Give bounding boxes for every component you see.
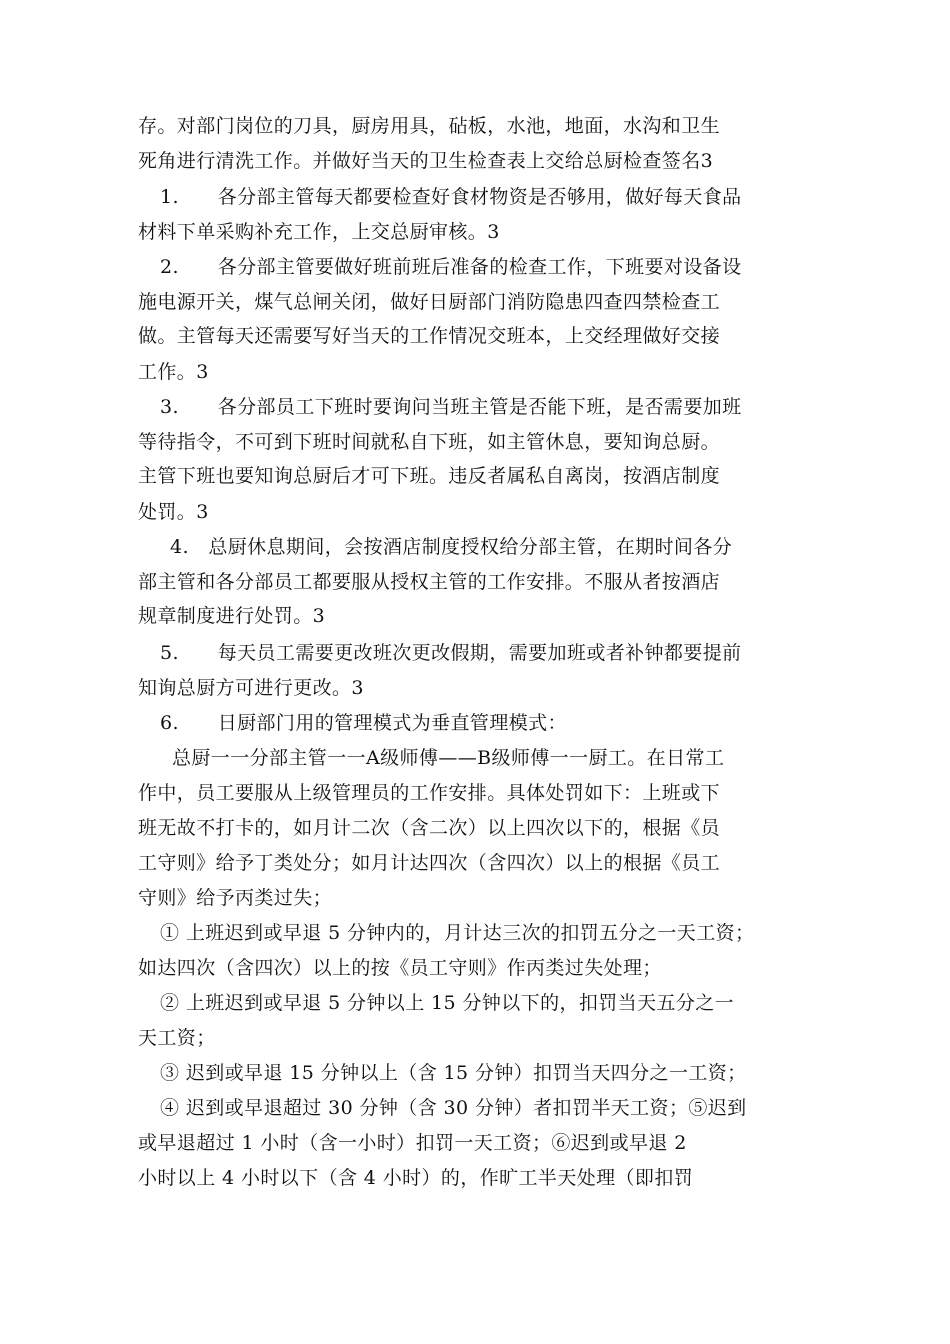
text-line: 工守则》给予丁类处分；如月计达四次（含四次）以上的根据《员工 bbox=[138, 852, 721, 874]
list-item-2: 2. 各分部主管要做好班前班后准备的检查工作，下班要对设备设 bbox=[160, 256, 742, 278]
text-line: 班无故不打卡的，如月计二次（含二次）以上四次以下的，根据《员 bbox=[138, 817, 721, 839]
text-line: 天工资； bbox=[138, 1027, 216, 1049]
text-line: 小时以上 4 小时以下（含 4 小时）的，作旷工半天处理（即扣罚 bbox=[138, 1167, 694, 1189]
text-line: 死角进行清洗工作。并做好当天的卫生检查表上交给总厨检查签名3 bbox=[138, 150, 714, 172]
rule-item-1: ① 上班迟到或早退 5 分钟内的，月计达三次的扣罚五分之一天工资； bbox=[160, 922, 755, 944]
text-line: 作中，员工要服从上级管理员的工作安排。具体处罚如下：上班或下 bbox=[138, 782, 721, 804]
text-line: 等待指令，不可到下班时间就私自下班，如主管休息，要知询总厨。 bbox=[138, 431, 721, 453]
text-line: 守则》给予丙类过失； bbox=[138, 887, 333, 909]
text-line: 存。对部门岗位的刀具，厨房用具，砧板，水池，地面，水沟和卫生 bbox=[138, 115, 721, 137]
rule-item-2: ② 上班迟到或早退 5 分钟以上 15 分钟以下的，扣罚当天五分之一 bbox=[160, 992, 735, 1014]
text-line: 施电源开关，煤气总闸关闭，做好日厨部门消防隐患四查四禁检查工 bbox=[138, 291, 721, 313]
text-line: 知询总厨方可进行更改。3 bbox=[138, 677, 364, 699]
text-line: 处罚。3 bbox=[138, 501, 209, 523]
text-line: 或早退超过 1 小时（含一小时）扣罚一天工资；⑥迟到或早退 2 bbox=[138, 1132, 687, 1154]
text-line: 部主管和各分部员工都要服从授权主管的工作安排。不服从者按酒店 bbox=[138, 571, 721, 593]
text-line: 总厨一一分部主管一一A级师傅——B级师傅一一厨工。在日常工 bbox=[172, 747, 725, 769]
rule-item-3: ③ 迟到或早退 15 分钟以上（含 15 分钟）扣罚当天四分之一工资； bbox=[160, 1062, 747, 1084]
list-item-4: 4. 总厨休息期间，会按酒店制度授权给分部主管，在期时间各分 bbox=[170, 536, 733, 558]
text-line: 如达四次（含四次）以上的按《员工守则》作丙类过失处理； bbox=[138, 957, 662, 979]
text-line: 做。主管每天还需要写好当天的工作情况交班本，上交经理做好交接 bbox=[138, 325, 721, 347]
list-item-5: 5. 每天员工需要更改班次更改假期，需要加班或者补钟都要提前 bbox=[160, 642, 742, 664]
list-item-6: 6. 日厨部门用的管理模式为垂直管理模式： bbox=[160, 712, 567, 734]
text-line: 规章制度进行处罚。3 bbox=[138, 605, 326, 627]
list-item-1: 1. 各分部主管每天都要检查好食材物资是否够用，做好每天食品 bbox=[160, 186, 742, 208]
text-line: 工作。3 bbox=[138, 361, 209, 383]
text-line: 主管下班也要知询总厨后才可下班。违反者属私自离岗，按酒店制度 bbox=[138, 465, 721, 487]
list-item-3: 3. 各分部员工下班时要询问当班主管是否能下班，是否需要加班 bbox=[160, 396, 742, 418]
rule-item-4: ④ 迟到或早退超过 30 分钟（含 30 分钟）者扣罚半天工资；⑤迟到 bbox=[160, 1097, 747, 1119]
text-line: 材料下单采购补充工作，上交总厨审核。3 bbox=[138, 221, 500, 243]
